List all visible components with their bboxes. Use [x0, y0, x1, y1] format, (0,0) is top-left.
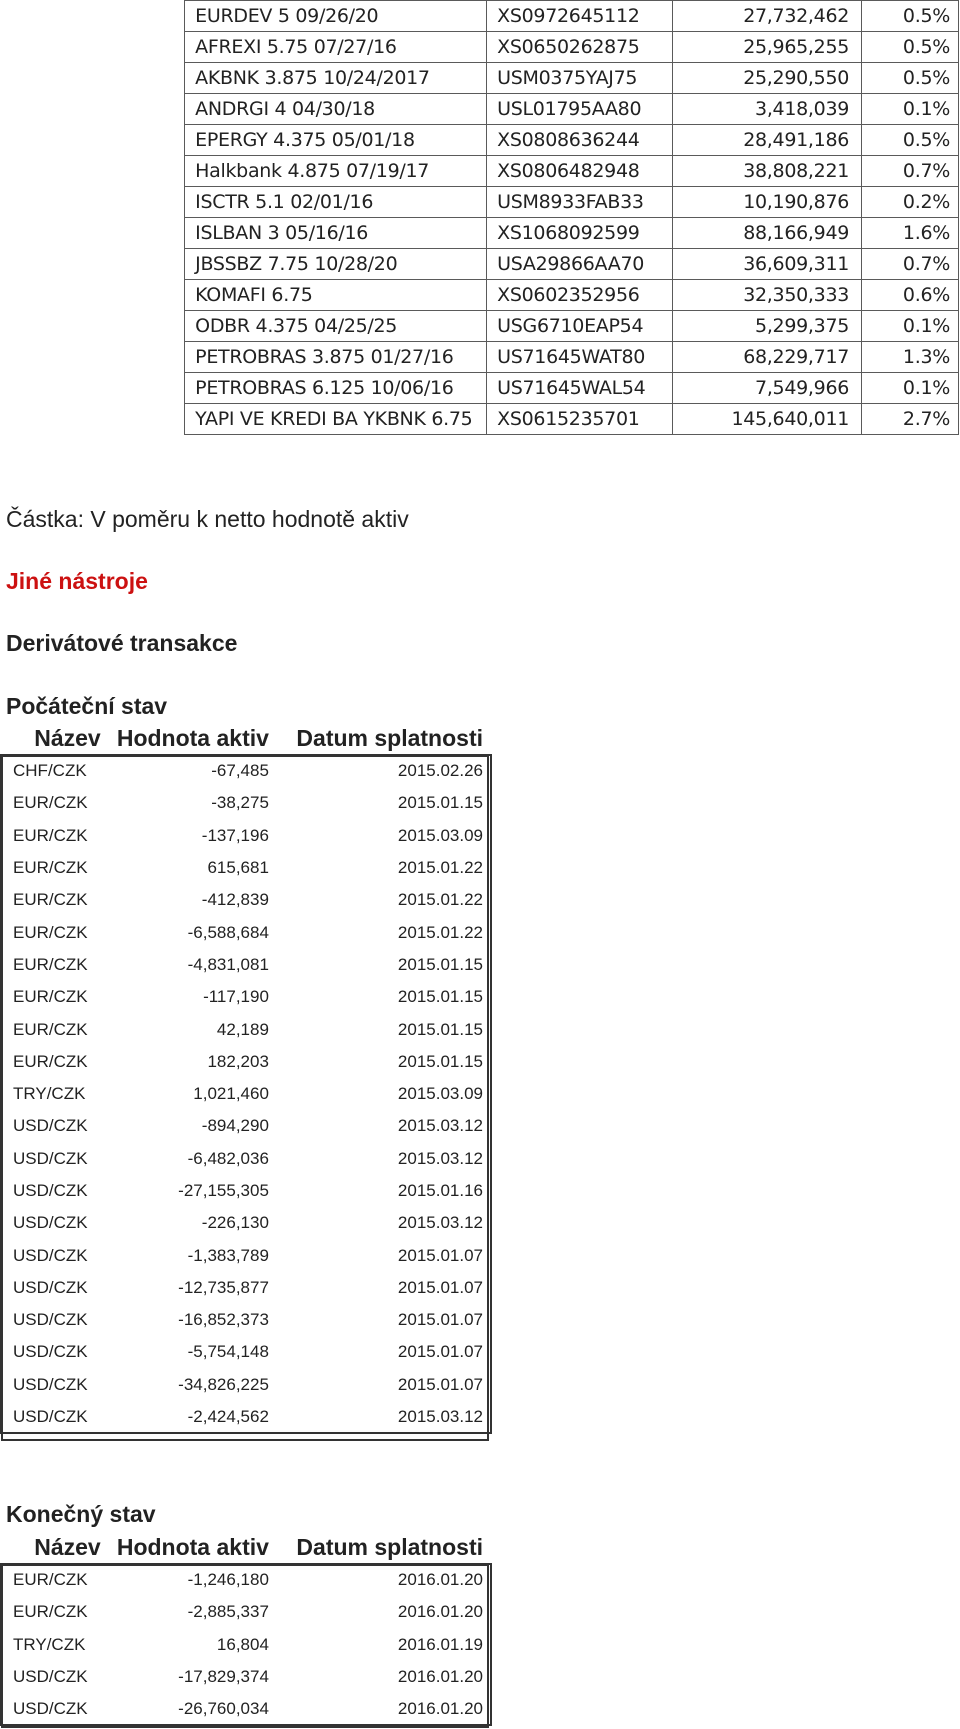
asset-value-cell: -6,482,036	[187, 1148, 269, 1168]
bond-percent-cell: 0.7%	[862, 249, 959, 280]
maturity-date-cell: 2015.03.12	[397, 1148, 483, 1168]
currency-pair-cell: EUR/CZK	[13, 954, 88, 974]
maturity-date-cell: 2015.01.15	[397, 1051, 483, 1071]
currency-pair-cell: TRY/CZK	[13, 1634, 86, 1654]
currency-pair-cell: USD/CZK	[13, 1310, 88, 1330]
maturity-date-cell: 2015.01.22	[397, 922, 483, 942]
asset-value-cell: 615,681	[207, 858, 269, 878]
bond-percent-cell: 0.6%	[862, 280, 959, 311]
blank-cell	[0, 32, 185, 63]
asset-value-cell: -5,754,148	[187, 1342, 269, 1362]
table-row	[1, 884, 491, 916]
table-row	[1, 1304, 491, 1336]
bond-isin-cell: USG6710EAP54	[487, 311, 673, 342]
bond-percent-cell: 0.1%	[862, 94, 959, 125]
maturity-date-cell: 2016.01.20	[397, 1699, 483, 1719]
table-row	[0, 404, 959, 435]
maturity-date-cell: 2015.01.07	[397, 1310, 483, 1330]
bond-percent-cell: 0.7%	[862, 156, 959, 187]
asset-value-cell: -226,130	[201, 1213, 269, 1233]
table-row	[1, 916, 491, 948]
bond-name-cell: ISLBAN 3 05/16/16	[185, 218, 487, 249]
table-row	[1, 1078, 491, 1110]
bond-percent-cell: 1.6%	[862, 218, 959, 249]
bond-name-cell: ODBR 4.375 04/25/25	[185, 311, 487, 342]
bonds-table	[0, 0, 959, 435]
currency-pair-cell: USD/CZK	[13, 1277, 88, 1297]
table-row	[1, 1596, 491, 1628]
table-row	[0, 1, 959, 32]
bond-value-cell: 28,491,186	[673, 125, 862, 156]
blank-cell	[0, 94, 185, 125]
table-row	[0, 187, 959, 218]
asset-value-cell: -137,196	[201, 825, 269, 845]
bond-percent-cell: 2.7%	[862, 404, 959, 435]
maturity-date-cell: 2015.01.22	[397, 890, 483, 910]
table-row	[1, 1629, 491, 1661]
table-row	[0, 218, 959, 249]
bond-name-cell: AFREXI 5.75 07/27/16	[185, 32, 487, 63]
currency-pair-cell: EUR/CZK	[13, 1019, 88, 1039]
column-header-value: Hodnota aktiv	[116, 1533, 269, 1560]
blank-cell	[0, 249, 185, 280]
table-row	[1, 1564, 491, 1596]
currency-pair-cell: USD/CZK	[13, 1148, 88, 1168]
maturity-date-cell: 2015.01.07	[397, 1245, 483, 1265]
table-row	[1, 1272, 491, 1304]
bond-value-cell: 38,808,221	[673, 156, 862, 187]
currency-pair-cell: USD/CZK	[13, 1667, 88, 1687]
asset-value-cell: -117,190	[203, 987, 269, 1007]
bond-percent-cell: 0.1%	[862, 311, 959, 342]
maturity-date-cell: 2015.01.07	[397, 1277, 483, 1297]
bond-isin-cell: USM0375YAJ75	[487, 63, 673, 94]
table-row	[1, 1369, 491, 1401]
maturity-date-cell: 2015.03.12	[397, 1407, 483, 1427]
blank-cell	[0, 1, 185, 32]
maturity-date-cell: 2015.03.09	[397, 1084, 483, 1104]
bond-name-cell: AKBNK 3.875 10/24/2017	[185, 63, 487, 94]
table-row	[1, 1013, 491, 1045]
currency-pair-cell: EUR/CZK	[13, 987, 88, 1007]
table-row	[1, 1110, 491, 1142]
bond-percent-cell: 0.1%	[862, 373, 959, 404]
bond-name-cell: PETROBRAS 3.875 01/27/16	[185, 342, 487, 373]
currency-pair-cell: EUR/CZK	[13, 858, 88, 878]
currency-pair-cell: USD/CZK	[13, 1213, 88, 1233]
table-row	[1, 1143, 491, 1175]
maturity-date-cell: 2016.01.20	[397, 1570, 483, 1590]
table-row	[1, 1401, 491, 1433]
asset-value-cell: -17,829,374	[178, 1667, 269, 1687]
asset-value-cell: -412,839	[201, 890, 269, 910]
bond-isin-cell: US71645WAT80	[487, 342, 673, 373]
amount-note: Částka: V poměru k netto hodnotě aktiv	[6, 506, 409, 532]
bond-value-cell: 25,290,550	[673, 63, 862, 94]
blank-cell	[0, 218, 185, 249]
maturity-date-cell: 2015.03.12	[397, 1116, 483, 1136]
table-header-row	[1, 1530, 491, 1564]
column-header-value: Hodnota aktiv	[116, 724, 269, 751]
maturity-date-cell: 2015.03.12	[397, 1213, 483, 1233]
table-row	[1, 755, 491, 787]
maturity-date-cell: 2016.01.20	[397, 1667, 483, 1687]
bond-isin-cell: XS0650262875	[487, 32, 673, 63]
table-row	[1, 1336, 491, 1368]
bond-value-cell: 145,640,011	[673, 404, 862, 435]
bond-isin-cell: XS0615235701	[487, 404, 673, 435]
derivatives-heading: Derivátové transakce	[6, 630, 238, 656]
table-row	[0, 125, 959, 156]
bond-name-cell: ISCTR 5.1 02/01/16	[185, 187, 487, 218]
blank-cell	[0, 342, 185, 373]
asset-value-cell: 182,203	[207, 1051, 269, 1071]
currency-pair-cell: USD/CZK	[13, 1407, 88, 1427]
table-row	[0, 373, 959, 404]
bond-isin-cell: US71645WAL54	[487, 373, 673, 404]
blank-cell	[0, 63, 185, 94]
bond-value-cell: 36,609,311	[673, 249, 862, 280]
bond-isin-cell: USL01795AA80	[487, 94, 673, 125]
table-row	[1, 1693, 491, 1725]
asset-value-cell: -1,246,180	[187, 1570, 269, 1590]
blank-cell	[0, 187, 185, 218]
bond-percent-cell: 0.5%	[862, 1, 959, 32]
currency-pair-cell: USD/CZK	[13, 1699, 88, 1719]
bond-name-cell: Halkbank 4.875 07/19/17	[185, 156, 487, 187]
column-header-maturity: Datum splatnosti	[296, 724, 483, 751]
bond-percent-cell: 0.5%	[862, 32, 959, 63]
initial-state-heading: Počáteční stav	[6, 693, 168, 719]
maturity-date-cell: 2015.01.07	[397, 1374, 483, 1394]
table-row	[1, 1175, 491, 1207]
currency-pair-cell: EUR/CZK	[13, 1051, 88, 1071]
bond-value-cell: 32,350,333	[673, 280, 862, 311]
bond-isin-cell: XS0808636244	[487, 125, 673, 156]
bond-isin-cell: USM8933FAB33	[487, 187, 673, 218]
bond-percent-cell: 1.3%	[862, 342, 959, 373]
table-row	[1, 820, 491, 852]
currency-pair-cell: EUR/CZK	[13, 793, 88, 813]
asset-value-cell: -38,275	[211, 793, 269, 813]
asset-value-cell: 1,021,460	[193, 1084, 269, 1104]
asset-value-cell: -34,826,225	[178, 1374, 269, 1394]
currency-pair-cell: CHF/CZK	[13, 761, 87, 781]
column-header-name: Název	[34, 1533, 101, 1560]
bond-isin-cell: XS1068092599	[487, 218, 673, 249]
asset-value-cell: -2,885,337	[187, 1602, 269, 1622]
bond-value-cell: 5,299,375	[673, 311, 862, 342]
bond-value-cell: 88,166,949	[673, 218, 862, 249]
currency-pair-cell: USD/CZK	[13, 1116, 88, 1136]
blank-cell	[0, 156, 185, 187]
bond-isin-cell: XS0806482948	[487, 156, 673, 187]
bond-value-cell: 3,418,039	[673, 94, 862, 125]
table-row	[0, 32, 959, 63]
bond-name-cell: PETROBRAS 6.125 10/06/16	[185, 373, 487, 404]
table-row	[0, 280, 959, 311]
table-row	[1, 787, 491, 819]
table-header-row	[1, 721, 491, 755]
bond-percent-cell: 0.2%	[862, 187, 959, 218]
currency-pair-cell: EUR/CZK	[13, 825, 88, 845]
asset-value-cell: -26,760,034	[178, 1699, 269, 1719]
asset-value-cell: -6,588,684	[187, 922, 269, 942]
maturity-date-cell: 2015.02.26	[397, 761, 483, 781]
blank-cell	[0, 311, 185, 342]
asset-value-cell: -1,383,789	[187, 1245, 269, 1265]
blank-cell	[0, 125, 185, 156]
currency-pair-cell: EUR/CZK	[13, 922, 88, 942]
table-row	[0, 63, 959, 94]
currency-pair-cell: EUR/CZK	[13, 1602, 88, 1622]
asset-value-cell: -12,735,877	[178, 1277, 269, 1297]
other-instruments-heading: Jiné nástroje	[6, 568, 148, 594]
initial-derivatives-table	[1, 721, 491, 1433]
bond-value-cell: 7,549,966	[673, 373, 862, 404]
bond-isin-cell: USA29866AA70	[487, 249, 673, 280]
table-row	[1, 1207, 491, 1239]
bonds-table-body	[0, 1, 959, 435]
maturity-date-cell: 2015.01.07	[397, 1342, 483, 1362]
blank-cell	[0, 373, 185, 404]
table-row	[0, 156, 959, 187]
table-row	[0, 311, 959, 342]
bond-name-cell: EURDEV 5 09/26/20	[185, 1, 487, 32]
maturity-date-cell: 2015.01.15	[397, 987, 483, 1007]
final-derivatives-body	[1, 1564, 491, 1725]
currency-pair-cell: USD/CZK	[13, 1342, 88, 1362]
bond-name-cell: KOMAFI 6.75	[185, 280, 487, 311]
bond-name-cell: EPERGY 4.375 05/01/18	[185, 125, 487, 156]
table-row	[1, 1239, 491, 1271]
initial-derivatives-body	[1, 755, 491, 1433]
currency-pair-cell: USD/CZK	[13, 1245, 88, 1265]
bond-value-cell: 25,965,255	[673, 32, 862, 63]
maturity-date-cell: 2015.01.16	[397, 1181, 483, 1200]
asset-value-cell: -67,485	[211, 761, 269, 781]
currency-pair-cell: EUR/CZK	[13, 1570, 88, 1590]
table-row	[1, 981, 491, 1013]
asset-value-cell: -27,155,305	[178, 1181, 269, 1200]
maturity-date-cell: 2015.01.15	[397, 793, 483, 813]
currency-pair-cell: EUR/CZK	[13, 890, 88, 910]
maturity-date-cell: 2015.01.15	[397, 954, 483, 974]
table-row	[0, 342, 959, 373]
column-header-maturity: Datum splatnosti	[296, 1533, 483, 1560]
bond-value-cell: 10,190,876	[673, 187, 862, 218]
bond-value-cell: 68,229,717	[673, 342, 862, 373]
blank-cell	[0, 404, 185, 435]
table-row	[1, 1046, 491, 1078]
maturity-date-cell: 2015.03.09	[397, 825, 483, 845]
asset-value-cell: 42,189	[216, 1019, 269, 1039]
currency-pair-cell: USD/CZK	[13, 1181, 88, 1200]
maturity-date-cell: 2015.01.22	[397, 858, 483, 878]
maturity-date-cell: 2015.01.15	[397, 1019, 483, 1039]
asset-value-cell: -16,852,373	[178, 1310, 269, 1330]
bond-percent-cell: 0.5%	[862, 125, 959, 156]
asset-value-cell: -4,831,081	[187, 954, 269, 974]
table-row	[0, 249, 959, 280]
asset-value-cell: -2,424,562	[187, 1407, 269, 1427]
table-row	[1, 1661, 491, 1693]
bond-isin-cell: XS0972645112	[487, 1, 673, 32]
maturity-date-cell: 2016.01.19	[397, 1634, 483, 1654]
asset-value-cell: -894,290	[201, 1116, 269, 1136]
bond-name-cell: JBSSBZ 7.75 10/28/20	[185, 249, 487, 280]
final-derivatives-table	[1, 1530, 491, 1725]
maturity-date-cell: 2016.01.20	[397, 1602, 483, 1622]
bond-name-cell: ANDRGI 4 04/30/18	[185, 94, 487, 125]
bond-value-cell: 27,732,462	[673, 1, 862, 32]
table-row	[1, 949, 491, 981]
currency-pair-cell: TRY/CZK	[13, 1084, 86, 1104]
final-state-heading: Konečný stav	[6, 1501, 156, 1527]
bond-name-cell: YAPI VE KREDI BA YKBNK 6.75	[185, 404, 487, 435]
bond-percent-cell: 0.5%	[862, 63, 959, 94]
bond-isin-cell: XS0602352956	[487, 280, 673, 311]
blank-cell	[0, 280, 185, 311]
table-row	[1, 852, 491, 884]
table-row	[0, 94, 959, 125]
asset-value-cell: 16,804	[216, 1634, 269, 1654]
column-header-name: Název	[34, 724, 101, 751]
currency-pair-cell: USD/CZK	[13, 1374, 88, 1394]
